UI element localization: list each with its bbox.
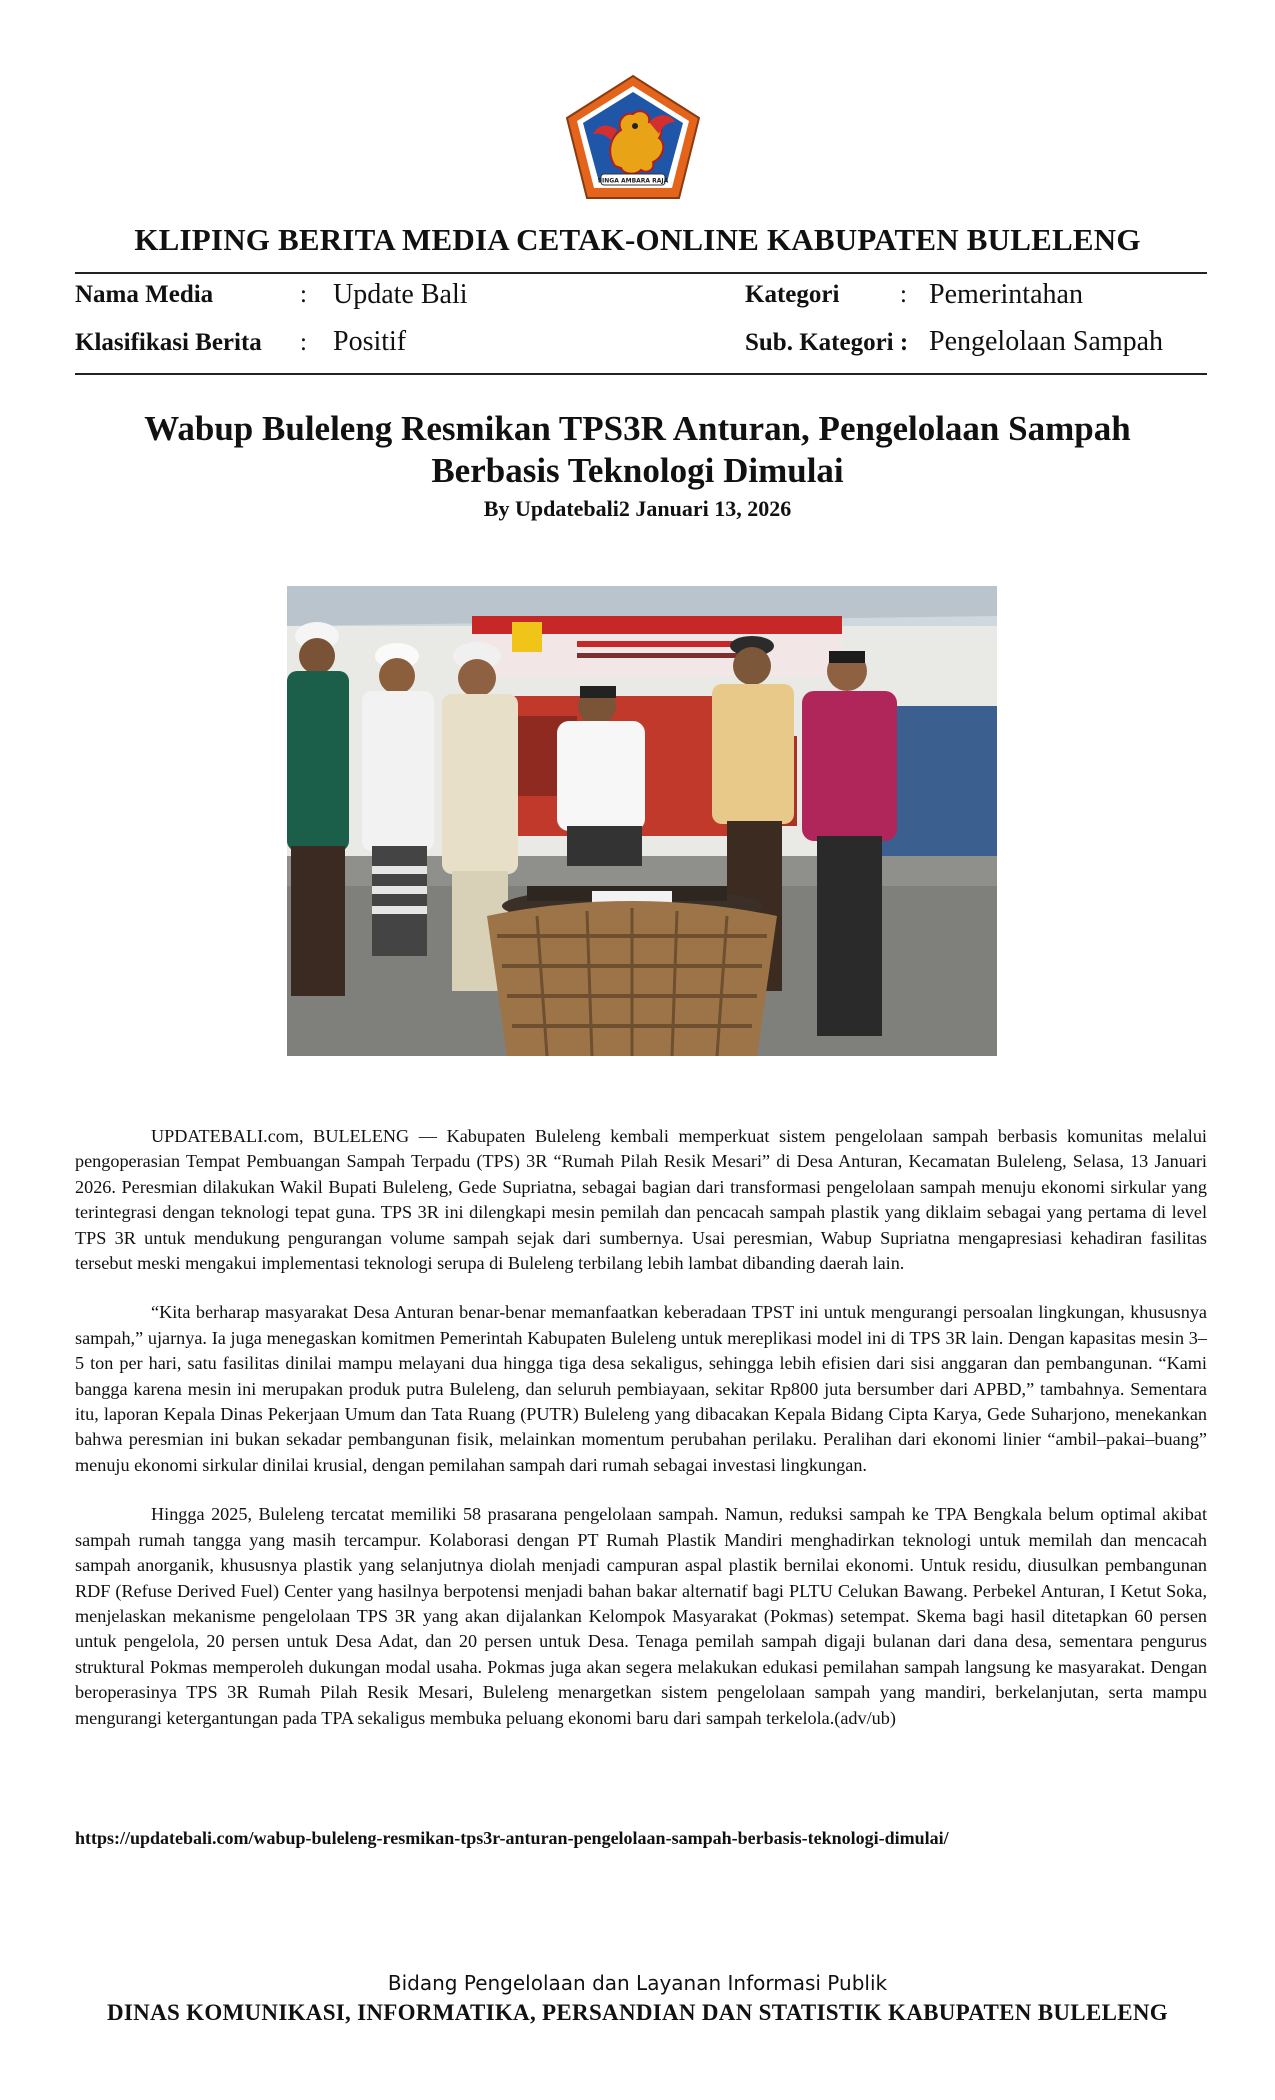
headline-line-1: Wabup Buleleng Resmikan TPS3R Anturan, Pengelolaan Sampah <box>144 409 1131 448</box>
headline-line-2: Berbasis Teknologi Dimulai <box>431 451 844 490</box>
sub-kategori-value: Pengelolaan Sampah <box>929 326 1164 357</box>
sub-kategori-label: Sub. Kategori : <box>745 329 909 356</box>
buleleng-emblem-logo <box>563 74 703 202</box>
article-paragraph-2: “Kita berharap masyarakat Desa Anturan benar-benar memanfaatkan keberadaan TPST ini untuk mengurangi persoalan lingkungan, khususnya sampah,” ujarnya. Ia juga menegaskan komitmen Pemerintah Kabupaten Buleleng untuk mereplikasi model ini di TPS 3R lain. Dengan kapasitas mesin 3–5 ton per hari, satu fasilitas dinilai mampu melayani dua hingga tiga desa sekaligus, sehingga lebih efisien dari sisi anggaran dan pembangunan. “Kami bangga karena mesin ini merupakan produk putra Buleleng, dan seluruh pembiayaan, sekitar Rp800 juta bersumber dari APBD,” tambahnya. Sementara itu, laporan Kepala Dinas Pekerjaan Umum dan Tata Ruang (PUTR) Buleleng yang dibacakan Kepala Bidang Cipta Karya, Gede Suharjono, menekankan bahwa peresmian ini bukan sekadar pembangunan fisik, melainkan momentum perubahan perilaku. Peralihan dari ekonomi linier “ambil–pakai–buang” menuju ekonomi sirkular dinilai krusial, dengan pemilahan sampah dari rumah sebagai investasi lingkungan. <box>75 1302 1207 1475</box>
article-byline: By Updatebali2 Januari 13, 2026 <box>483 496 792 521</box>
kategori-value: Pemerintahan <box>929 279 1083 310</box>
article-paragraph-3: Hingga 2025, Buleleng tercatat memiliki 58 prasarana pengelolaan sampah. Namun, reduksi sampah ke TPA Bengkala belum optimal akibat sampah rumah tangga yang masih tercampur. Kolaborasi dengan PT Rumah Plastik Mandiri menghadirkan teknologi untuk memilah dan mencacah sampah anorganik, khususnya plastik yang selanjutnya diolah menjadi campuran aspal plastik bernilai ekonomi. Untuk residu, diusulkan pembangunan RDF (Refuse Derived Fuel) Center yang hasilnya berpotensi menjadi bahan bakar alternatif bagi PLTU Celukan Bawang. Perbekel Anturan, I Ketut Soka, menjelaskan mekanisme pengelolaan TPS 3R yang akan dijalankan Kelompok Masyarakat (Pokmas) setempat. Skema bagi hasil ditetapkan 60 persen untuk pengelola, 20 persen untuk Desa Adat, dan 20 persen untuk Desa. Tenaga pemilah sampah digaji bulanan dari dana desa, sementara pengurus struktural Pokmas memperoleh dukungan modal usaha. Pokmas juga akan segera melakukan edukasi pemilahan sampah langsung ke masyarakat. Dengan beroperasinya TPS 3R Rumah Pilah Resik Mesari, Buleleng menargetkan sistem pengelolaan sampah yang mandiri, berkelanjutan, serta mampu mengurangi ketergantungan pada TPA sekaligus membuka peluang ekonomi baru dari sampah terkelola.(adv/ub) <box>75 1504 1207 1728</box>
emblem-motto-text: SINGA AMBARA RAJA <box>597 177 669 185</box>
bottom-divider <box>75 373 1207 375</box>
article-photo <box>287 586 997 1056</box>
colon: : <box>900 281 907 308</box>
klasifikasi-value: Positif <box>333 326 407 357</box>
colon: : <box>300 281 307 308</box>
top-divider <box>75 272 1207 274</box>
article-headline <box>110 408 1165 492</box>
footer-division: Bidang Pengelolaan dan Layanan Informasi Publik <box>387 1971 888 1995</box>
klasifikasi-label: Klasifikasi Berita <box>75 329 262 356</box>
nama-media-value: Update Bali <box>333 279 468 310</box>
source-url: https://updatebali.com/wabup-buleleng-resmikan-tps3r-anturan-pengelolaan-sampah-berbasis-teknologi-dimulai/ <box>75 1828 949 1848</box>
ceremony-photo-illustration <box>287 586 997 1056</box>
footer-agency: DINAS KOMUNIKASI, INFORMATIKA, PERSANDIAN DAN STATISTIK KABUPATEN BULELENG <box>107 2000 1168 2025</box>
document-title: KLIPING BERITA MEDIA CETAK-ONLINE KABUPATEN BULELENG <box>134 222 1141 257</box>
nama-media-label: Nama Media <box>75 281 214 308</box>
colon: : <box>300 329 307 356</box>
article-paragraph-1: UPDATEBALI.com, BULELENG — Kabupaten Buleleng kembali memperkuat sistem pengelolaan sampah berbasis komunitas melalui pengoperasian Tempat Pembuangan Sampah Terpadu (TPS) 3R “Rumah Pilah Resik Mesari” di Desa Anturan, Kecamatan Buleleng, Selasa, 13 Januari 2026. Peresmian dilakukan Wakil Bupati Buleleng, Gede Supriatna, sebagai bagian dari transformasi pengelolaan sampah menuju ekonomi sirkular yang terintegrasi dengan teknologi tepat guna. TPS 3R ini dilengkapi mesin pemilah dan pencacah sampah plastik yang diklaim sebagai yang pertama di level TPS 3R untuk mendukung pengurangan volume sampah sejak dari sumbernya. Usai peresmian, Wabup Supriatna mengapresiasi kehadiran fasilitas tersebut meski mengakui implementasi teknologi serupa di Buleleng terbilang lebih lambat dibanding daerah lain. <box>75 1126 1207 1274</box>
kategori-label: Kategori <box>745 281 840 308</box>
article-body <box>75 1124 1207 1755</box>
